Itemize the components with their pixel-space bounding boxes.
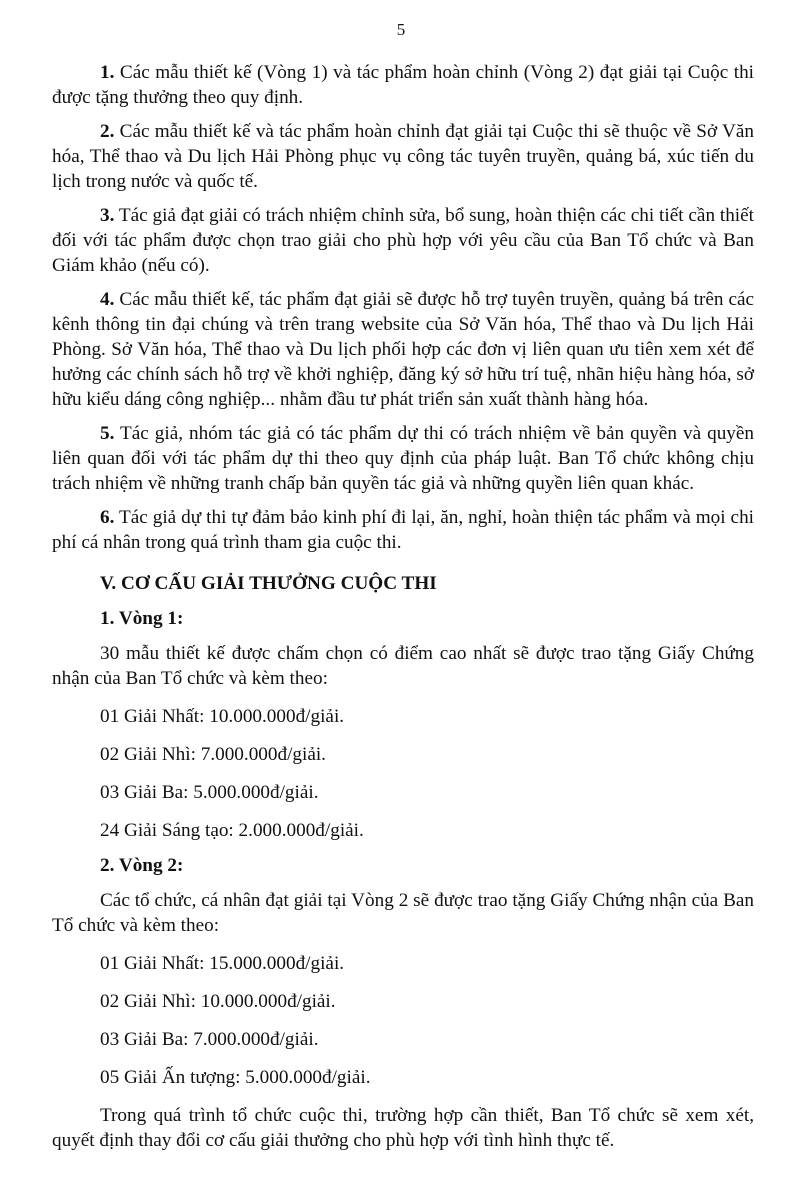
round1-prize-3: 03 Giải Ba: 5.000.000đ/giải. [100,782,319,803]
item-text: Các mẫu thiết kế (Vòng 1) và tác phẩm hoàn chỉnh (Vòng 2) đạt giải tại Cuộc thi được tặng thưởng theo quy định. [52,62,754,108]
round1-prize-1: 01 Giải Nhất: 10.000.000đ/giải. [100,706,345,727]
document-body [52,60,754,1153]
round1-intro: 30 mẫu thiết kế được chấm chọn có điểm cao nhất sẽ được trao tặng Giấy Chứng nhận của Ban Tổ chức và kèm theo: [52,643,754,689]
round2-prize-4: 05 Giải Ấn tượng: 5.000.000đ/giải. [100,1067,371,1088]
round2-prize-2: 02 Giải Nhì: 10.000.000đ/giải. [100,991,336,1012]
item-text: Tác giả đạt giải có trách nhiệm chỉnh sửa, bổ sung, hoàn thiện các chi tiết cần thiết đối với tác phẩm được chọn trao giải cho phù hợp với yêu cầu của Ban Tổ chức và Ban Giám khảo (nếu có). [52,205,754,276]
item-number: 2. [100,121,115,142]
paragraph-item-6 [52,505,754,555]
item-number: 4. [100,289,115,310]
round2-intro: Các tổ chức, cá nhân đạt giải tại Vòng 2 sẽ được trao tặng Giấy Chứng nhận của Ban Tổ chức và kèm theo: [52,890,754,936]
item-number: 3. [100,205,115,226]
paragraph-item-1 [52,60,754,110]
item-text: Tác giả, nhóm tác giả có tác phẩm dự thi có trách nhiệm về bản quyền và quyền liên quan đối với tác phẩm dự thi theo quy định của pháp luật. Ban Tổ chức không chịu trách nhiệm về những tranh chấp bản quyền tác giả và những quyền liên quan khác. [52,423,754,494]
section-heading: V. CƠ CẤU GIẢI THƯỞNG CUỘC THI [100,573,437,594]
round2-prize-3: 03 Giải Ba: 7.000.000đ/giải. [100,1029,319,1050]
round2-heading: 2. Vòng 2: [100,855,184,876]
item-number: 6. [100,507,115,528]
round1-prize-2: 02 Giải Nhì: 7.000.000đ/giải. [100,744,326,765]
paragraph-item-5 [52,421,754,496]
round2-prize-1: 01 Giải Nhất: 15.000.000đ/giải. [100,953,345,974]
round1-prize-4: 24 Giải Sáng tạo: 2.000.000đ/giải. [100,820,364,841]
paragraph-item-4 [52,287,754,412]
page-number: 5 [396,20,406,39]
round1-heading: 1. Vòng 1: [100,608,184,629]
item-number: 1. [100,62,115,83]
item-text: Tác giả dự thi tự đảm bảo kinh phí đi lại, ăn, nghỉ, hoàn thiện tác phẩm và mọi chi phí cá nhân trong quá trình tham gia cuộc thi. [52,507,754,553]
item-number: 5. [100,423,115,444]
item-text: Các mẫu thiết kế và tác phẩm hoàn chỉnh đạt giải tại Cuộc thi sẽ thuộc về Sở Văn hóa, Thể thao và Du lịch Hải Phòng phục vụ công tác tuyên truyền, quảng bá, xúc tiến du lịch trong nước và quốc tế. [52,121,754,192]
paragraph-item-3 [52,203,754,278]
closing-paragraph: Trong quá trình tổ chức cuộc thi, trường hợp cần thiết, Ban Tổ chức sẽ xem xét, quyết định thay đổi cơ cấu giải thưởng cho phù hợp với tình hình thực tế. [52,1105,754,1151]
item-text: Các mẫu thiết kế, tác phẩm đạt giải sẽ được hỗ trợ tuyên truyền, quảng bá trên các kênh thông tin đại chúng và trên trang website của Sở Văn hóa, Thể thao và Du lịch Hải Phòng. Sở Văn hóa, Thể thao và Du lịch phối hợp các đơn vị liên quan ưu tiên xem xét để hưởng các chính sách hỗ trợ về khởi nghiệp, đăng ký sở hữu trí tuệ, nhãn hiệu hàng hóa, sở hữu kiểu dáng công nghiệp... nhằm đầu tư phát triển sản xuất thành hàng hóa. [52,289,754,410]
paragraph-item-2 [52,119,754,194]
